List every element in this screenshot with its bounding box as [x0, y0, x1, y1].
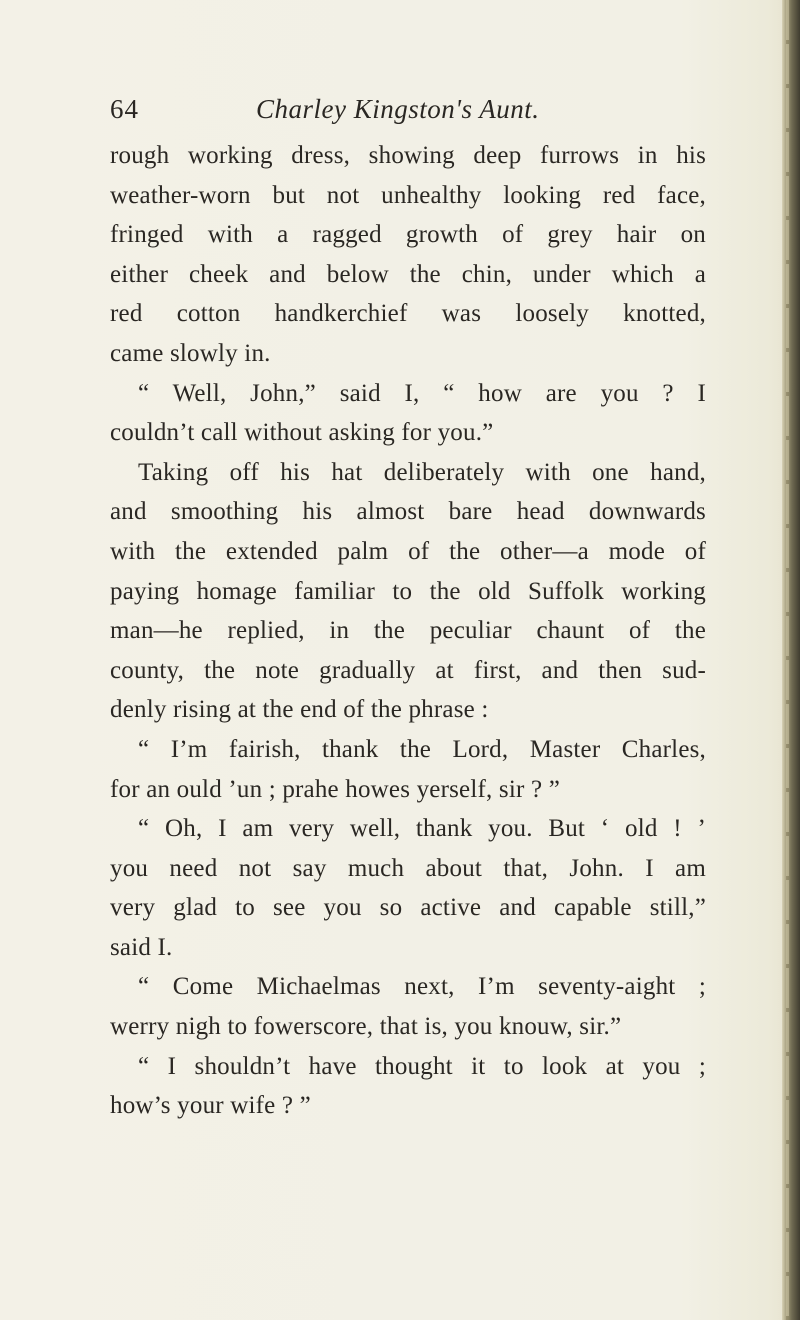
text-line: came slowly in. — [110, 339, 271, 367]
text-line: how’s your wife ? ” — [110, 1092, 311, 1120]
text-line: weather-worn but not unhealthy looking red face, — [110, 181, 706, 209]
text-line: “ I’m fairish, thank the Lord, Master Charles, — [138, 735, 706, 763]
text-line: county, the note gradually at first, and then sud- — [110, 656, 706, 684]
text-line: and smoothing his almost bare head downwards — [110, 498, 706, 526]
text-line: you need not say much about that, John. I am — [110, 854, 706, 882]
text-line: said I. — [110, 933, 173, 961]
text-line: “ Come Michaelmas next, I’m seventy-aight ; — [138, 973, 706, 1001]
running-title: Charley Kingston's Aunt. — [256, 94, 540, 124]
body-text — [110, 136, 706, 1126]
page-binding-edge — [782, 0, 800, 1320]
text-line: “ Well, John,” said I, “ how are you ? I — [138, 379, 706, 407]
text-line: with the extended palm of the other—a mode of — [110, 537, 706, 565]
page-header — [110, 94, 750, 134]
text-line: fringed with a ragged growth of grey hair on — [110, 221, 706, 249]
text-line: either cheek and below the chin, under which a — [110, 260, 706, 288]
text-line: denly rising at the end of the phrase : — [110, 696, 489, 724]
text-line: couldn’t call without asking for you.” — [110, 419, 494, 447]
text-line: paying homage familiar to the old Suffolk working — [110, 577, 706, 605]
text-line: rough working dress, showing deep furrows in his — [110, 142, 706, 169]
text-line: red cotton handkerchief was loosely knotted, — [110, 300, 706, 328]
text-line: very glad to see you so active and capable still,” — [110, 894, 706, 922]
page-number: 64 — [110, 94, 139, 124]
text-line: “ Oh, I am very well, thank you. But ‘ old ! ’ — [138, 815, 706, 843]
text-line: Taking off his hat deliberately with one hand, — [138, 458, 706, 486]
text-line: werry nigh to fowerscore, that is, you knouw, sir.” — [110, 1013, 622, 1041]
text-line: for an ould ’un ; prahe howes yerself, sir ? ” — [110, 775, 561, 803]
text-line: man—he replied, in the peculiar chaunt of the — [110, 617, 706, 645]
text-line: “ I shouldn’t have thought it to look at you ; — [138, 1052, 706, 1080]
